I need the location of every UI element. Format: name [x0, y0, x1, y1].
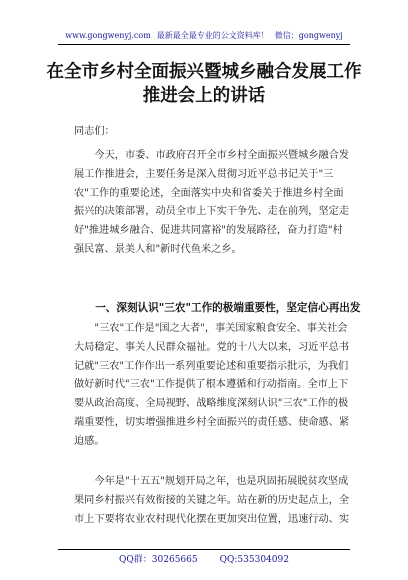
- paragraph-section-1: "三农"工作是"国之大者"，事关国家粮食安全、事关社会大局稳定、事关人民群众福祉。党的十八大以来，习近平总书记就"三农"工作作出一系列重要论述和重要指示批示，为我们做好新时代"三农"工作提供了根本遵循和行动指南。全市上下要从政治高度、全局视野、战略维度深刻认识"三农"工作的极端重要性，切实增强推进乡村全面振兴的责任感、使命感、紧迫感。: [74, 323, 350, 447]
- title-line-2: 推进会上的讲话: [142, 86, 266, 106]
- paragraph-section-1-continued: 今年是"十五五"规划开局之年，也是巩固拓展脱贫攻坚成果同乡村振兴有效衔接的关键之年。站在新的历史起点上，全市上下要将农业农村现代化摆在更加突出位置，迅速行动、实: [74, 476, 350, 525]
- site-slogan: 最新最全最专业的公文资料库！: [156, 31, 269, 40]
- footer-divider: [58, 549, 350, 550]
- site-url[interactable]: www.gongwenyj.com: [65, 31, 151, 40]
- salutation: 同志们：: [74, 126, 115, 137]
- header-divider: [58, 44, 350, 45]
- paragraph-intro: 今天，市委、市政府召开全市乡村全面振兴暨城乡融合发展工作推进会，主要任务是深入贯彻习近平总书记关于"三农"工作的重要论述，全面落实中央和省委关于推进乡村全面振兴的决策部署，动员全市上下实干争先、走在前列，坚定走好"推进城乡融合、促进共同富裕"的发展路径，奋力打造"村强民富、景美人和"新时代鱼米之乡。: [74, 150, 350, 255]
- page-header: [0, 30, 408, 41]
- title-line-1: 在全市乡村全面振兴暨城乡融合发展工作: [46, 62, 362, 82]
- footer-qq: QQ:535304092: [219, 555, 289, 565]
- wechat-id: 微信：gongwenyj: [274, 31, 343, 40]
- document-title: [30, 60, 378, 108]
- footer-qq-group: QQ群：30265665: [119, 555, 198, 565]
- page-footer: [0, 552, 408, 565]
- section-heading-1: 一、深刻认识"三农"工作的极端重要性，坚定信心再出发: [95, 302, 361, 314]
